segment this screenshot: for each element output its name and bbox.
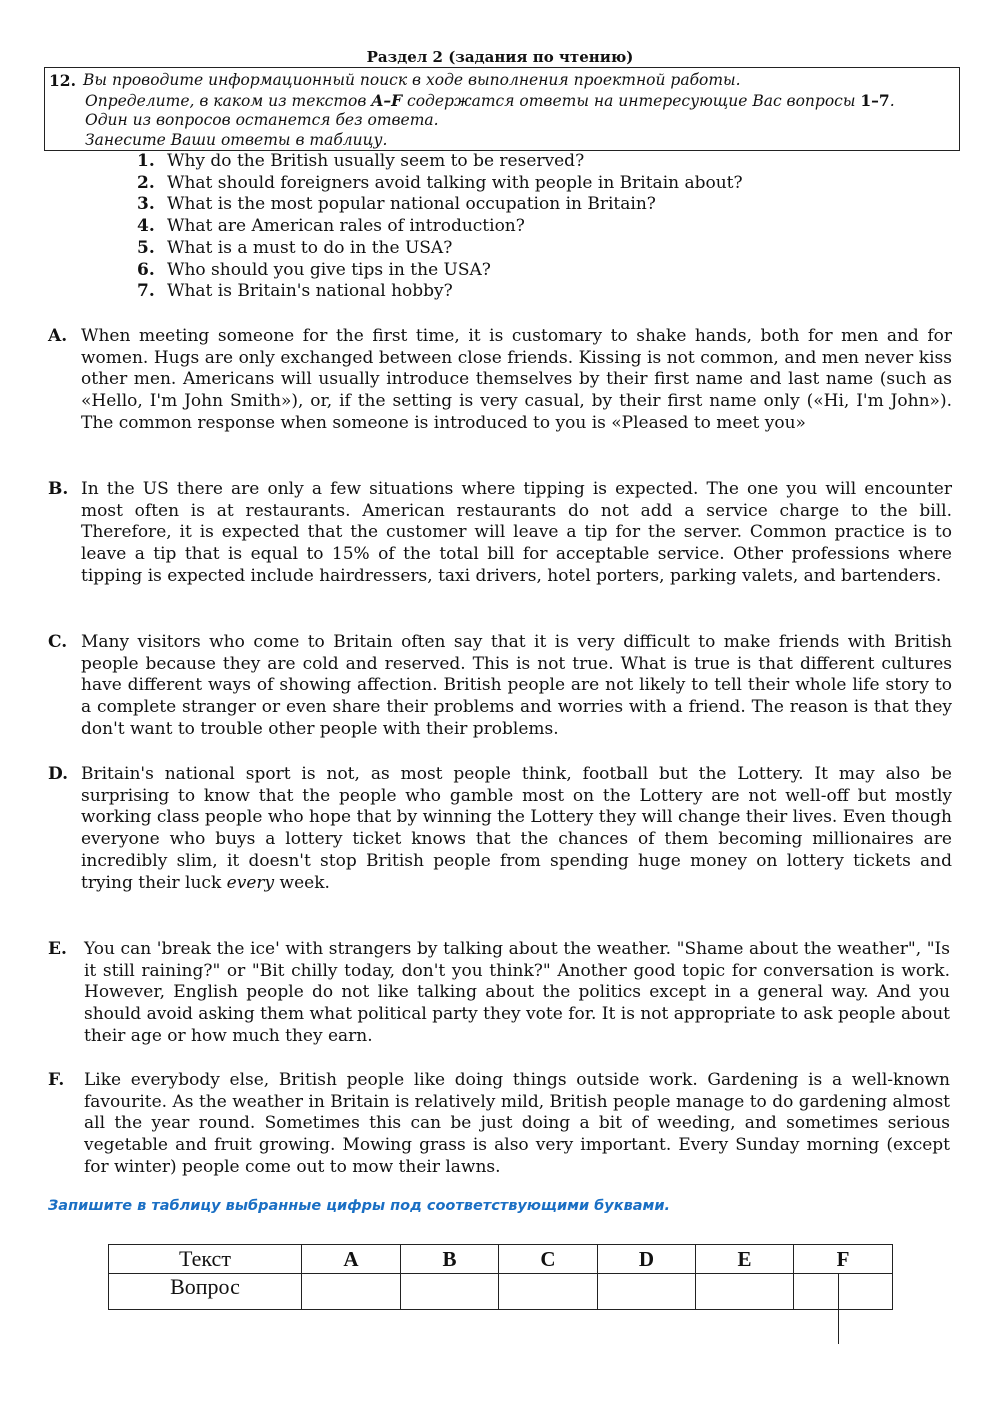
question-text: What is the most popular national occupation in Britain? bbox=[167, 194, 656, 215]
question-item: 5. What is a must to do in the USA? bbox=[137, 237, 453, 258]
text-body: When meeting someone for the first time, it is customary to shake hands, both for men and for women. Hugs are only exchanged between close friends. Kissing is not common, and men never kiss other men. Americans will usually introduce themselves by their first name and last name (such as «Hello, I'm John Smith»), or, if the setting is very casual, by their first name only («Hi, I'm John»). The common response when someone is introduced to you is «Pleased to meet you» bbox=[81, 326, 952, 433]
divider-line bbox=[838, 1274, 839, 1344]
section-title: Раздел 2 (задания по чтению) bbox=[366, 48, 634, 66]
text-c bbox=[48, 632, 952, 741]
text-body: Many visitors who come to Britain often say that it is very difficult to make friends with British people because they are cold and reserved. This is not true. What is true is that different cultures have different ways of showing affection. British people are not likely to tell their whole life story to a complete stranger or even share their problems and worries with a friend. The reason is that they don't want to trouble other people with their problems. bbox=[81, 632, 952, 739]
answer-cell-d[interactable] bbox=[598, 1274, 696, 1310]
task-number: 12. bbox=[49, 71, 76, 90]
question-text: What are American rales of introduction? bbox=[167, 216, 525, 237]
row-label-question: Вопрос bbox=[109, 1274, 302, 1310]
question-item: 4. What are American rales of introduction? bbox=[137, 216, 525, 237]
table-instruction: Запишите в таблицу выбранные цифры под соответствующими буквами. bbox=[48, 1198, 671, 1214]
answer-table bbox=[108, 1244, 893, 1310]
task-instructions-box bbox=[44, 67, 960, 151]
task-instructions bbox=[83, 71, 953, 150]
text-letter: E. bbox=[48, 939, 67, 959]
question-text: Who should you give tips in the USA? bbox=[167, 259, 491, 280]
question-text: What is a must to do in the USA? bbox=[167, 237, 453, 258]
questions-range: 1–7 bbox=[860, 90, 890, 110]
text-e bbox=[48, 939, 950, 1048]
text-letter: A. bbox=[48, 326, 68, 346]
emphasis-every: every bbox=[226, 872, 275, 893]
question-text: Why do the British usually seem to be reserved? bbox=[167, 151, 585, 171]
text-letter: D. bbox=[48, 764, 69, 784]
question-item: 1. Why do the British usually seem to be reserved? bbox=[137, 151, 585, 171]
column-header-c: C bbox=[499, 1245, 598, 1274]
answer-cell-f[interactable] bbox=[794, 1274, 893, 1310]
question-item: 3. What is the most popular national occupation in Britain? bbox=[137, 194, 656, 215]
answer-cell-c[interactable] bbox=[499, 1274, 598, 1310]
text-a bbox=[48, 326, 952, 435]
answer-cell-e[interactable] bbox=[696, 1274, 794, 1310]
question-text: What is Britain's national hobby? bbox=[167, 281, 453, 302]
answer-cell-b[interactable] bbox=[401, 1274, 499, 1310]
questions-list bbox=[137, 151, 743, 303]
column-header-e: E bbox=[696, 1245, 794, 1274]
text-letter: C. bbox=[48, 632, 68, 652]
text-letter: B. bbox=[48, 479, 69, 499]
task-line-2: Определите, в каком из текстов A–F содержатся ответы на интересующие Вас вопросы 1–7. bbox=[85, 90, 895, 110]
text-body: You can 'break the ice' with strangers by talking about the weather. "Shame about the weather", "Is it still raining?" or "Bit chilly today, don't you think?" Another good topic for conversation is work. However, English people do not like talking about the politics except in a general way. And you should avoid asking them what political party they vote for. It is not appropriate to ask people about their age or how much they earn. bbox=[84, 939, 950, 1046]
text-d bbox=[48, 764, 952, 894]
question-item: 7. What is Britain's national hobby? bbox=[137, 281, 453, 302]
task-line-3: Один из вопросов останется без ответа. bbox=[85, 111, 439, 129]
text-f bbox=[48, 1070, 950, 1179]
column-header-a: A bbox=[302, 1245, 401, 1274]
row-label-text: Текст bbox=[109, 1245, 302, 1274]
question-item: 2. What should foreigners avoid talking with people in Britain about? bbox=[137, 172, 743, 193]
text-b bbox=[48, 479, 952, 588]
letters-range: A–F bbox=[371, 90, 403, 110]
question-item: 6. Who should you give tips in the USA? bbox=[137, 259, 491, 280]
task-line-1: Вы проводите информационный поиск в ходе выполнения проектной работы. bbox=[83, 71, 741, 89]
column-header-d: D bbox=[598, 1245, 696, 1274]
text-body: In the US there are only a few situations where tipping is expected. The one you will encounter most often is at restaurants. American restaurants do not add a service charge to the bill. Therefore, it is expected that the customer will leave a tip for the server. Common practice is to leave a tip that is equal to 15% of the total bill for acceptable service. Other professions where tipping is expected include hairdressers, taxi drivers, hotel porters, parking valets, and bartenders. bbox=[81, 479, 952, 586]
text-body: Like everybody else, British people like doing things outside work. Gardening is a well-known favourite. As the weather in Britain is relatively mild, British people manage to do gardening almost all the year round. Sometimes this can be just doing a bit of weeding, and sometimes serious vegetable and fruit growing. Mowing grass is also very important. Every Sunday morning (except for winter) people come out to mow their lawns. bbox=[84, 1070, 950, 1177]
task-line-4: Занесите Ваши ответы в таблицу. bbox=[85, 130, 388, 149]
text-letter: F. bbox=[48, 1070, 65, 1090]
text-body: Britain's national sport is not, as most people think, football but the Lottery. It may also be surprising to know that the people who gamble most on the Lottery are not well-off but mostly working class people who hope that by winning the Lottery they will change their lives. Even though everyone who buys a lottery ticket knows that the chances of them becoming millionaires are incredibly slim, it doesn't stop British people from spending huge money on lottery tickets and trying their luck every week. bbox=[81, 764, 952, 893]
column-header-f: F bbox=[794, 1245, 893, 1274]
answer-cell-a[interactable] bbox=[302, 1274, 401, 1310]
column-header-b: B bbox=[401, 1245, 499, 1274]
question-text: What should foreigners avoid talking with people in Britain about? bbox=[167, 172, 743, 193]
